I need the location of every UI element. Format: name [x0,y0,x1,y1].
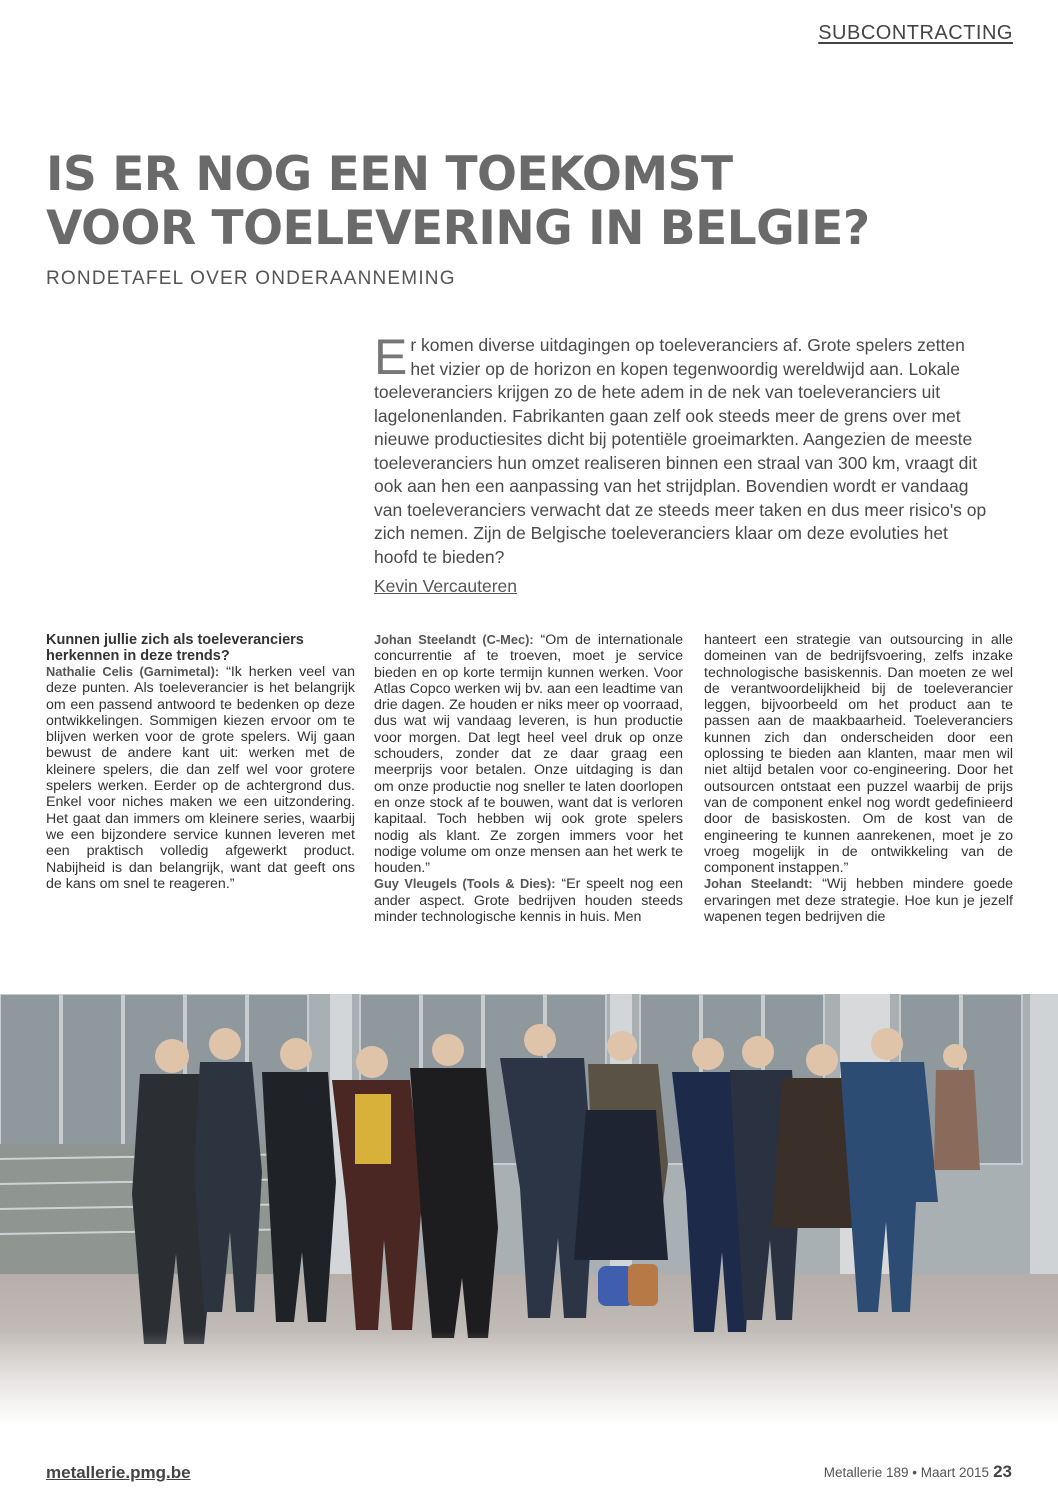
title-line-2: VOOR TOELEVERING IN BELGIE? [46,201,870,256]
quote-text: “Er speelt nog een ander aspect. Grote bedrijven houden steeds minder technologische kennis in huis. Men [374,876,683,926]
column-3 [704,632,1013,925]
issue-label: Metallerie 189 • Maart 2015 [823,1465,990,1480]
quote-text: “Om de internationale concurrentie af te troeven, moet je service bieden en op korte termijn kunnen werken. Voor Atlas Copco werken wij bv. aan een leadtime van drie dagen. Ze houden er niks meer op voorraad, dus wat wij vandaag leveren, is hun productie voor morgen. Dat legt heel veel druk op onze schouders, zonder dat ze daar graag een meerprijs voor betalen. Onze uitdaging is dan om onze productie nog sneller te laten doorlopen en onze stock af te bouwen, want dat is verloren kapitaal. Toch hebben wij ook grote spelers nodig als klant. Ze zorgen immers voor het nodige volume om onze mensen aan het werk te houden.” [374,632,684,877]
speaker-name: Guy Vleugels (Tools & Dies): [374,876,556,892]
column-3-paragraph-2 [704,876,1013,925]
drop-cap: E [374,329,408,385]
quote-text: “Wij hebben mindere goede ervaringen met deze strategie. Hoe kun je jezelf wapenen tegen bedrijven die [704,876,1013,926]
speaker-name: Johan Steelandt (C-Mec): [374,632,534,647]
column-2 [374,632,683,925]
author-link[interactable]: Kevin Vercauteren [374,576,518,596]
article-title [46,148,1006,256]
section-label[interactable]: SUBCONTRACTING [818,22,1013,44]
intro-paragraph [374,329,994,569]
group-photo [0,994,1058,1426]
footer-website-link[interactable]: metallerie.pmg.be [46,1463,191,1482]
title-line-1: IS ER NOG EEN TOEKOMST [46,147,733,202]
column-1 [46,632,355,892]
column-1-paragraph [46,664,355,892]
column-3-paragraph-1: hanteert een strategie van outsourcing in alle domeinen van de bedrijfsvoering, zelfs inzake technologische basiskennis. Dan moeten ze wel de verantwoordelijkheid bij de toeleverancier leggen, bijvoorbeeld om het product aan te passen aan de maakbaarheid. Toeleveranciers kunnen zich dan onderscheiden door een oplossing te bieden aan klanten, maar men wil niet altijd betalen voor co-engineering. Door het outsourcen ontstaat een puzzel waarbij de prijs van de component enkel nog wordt gedefinieerd door de basiskosten. Om de kost van de engineering te kunnen aanrekenen, moet je zo vroeg mogelijk in de ontwikkeling van de component instappen.” [704,632,1013,877]
speaker-name: Nathalie Celis (Garnimetal): [46,664,220,679]
quote-text: “Ik herken veel van deze punten. Als toeleverancier is het belangrijk om een passend antwoord te bedenken op deze ontwikkelingen. Sommigen kiezen ervoor om te blijven werken voor de grote spelers. Wij gaan bewust de andere kant uit: werken met de kleinere spelers, die dan zelf wel voor grotere spelers werken. Eerder op de achtergrond dus. Enkel voor niches maken we een uitzondering. Het gaat dan immers om kleinere series, waarbij we een bijzondere service kunnen leveren met een praktisch volledig afgewerkt product. Nabijheid is dan belangrijk, want dat geeft ons de kans om snel te reageren.” [46,664,355,892]
speaker-name: Johan Steelandt: [704,876,813,892]
intro-text: r komen diverse uitdagingen op toeleveranciers af. Grote spelers zetten het vizier op de horizon en kopen tegenwoordig wereldwijd aan. Lokale toeleveranciers krijgen zo de hete adem in de nek van toeleveranciers uit lagelonenlanden. Fabrikanten gaan zelf ook steeds meer de grens over met nieuwe productiesites dicht bij potentiële groeimarkten. Aangezien de meeste toeleveranciers hun omzet realiseren binnen een straal van 300 km, vraagt dit ook aan hen een aanpassing van het strijdplan. Bovendien wordt er vandaag van toeleveranciers verwacht dat ze steeds meer taken en dus meer risico's op zich nemen. Zijn de Belgische toeleveranciers klaar om deze evoluties het hoofd te bieden? [374,335,987,567]
column-2-paragraph-1 [374,632,683,876]
page-number: 23 [993,1462,1012,1481]
group-photo-illustration [0,994,1058,1426]
footer-issue-info [824,1462,1012,1482]
question-heading: Kunnen jullie zich als toeleveranciers herkennen in deze trends? [46,632,304,664]
article-subtitle: RONDETAFEL OVER ONDERAANNEMING [46,268,456,289]
column-2-paragraph-2 [374,876,683,925]
